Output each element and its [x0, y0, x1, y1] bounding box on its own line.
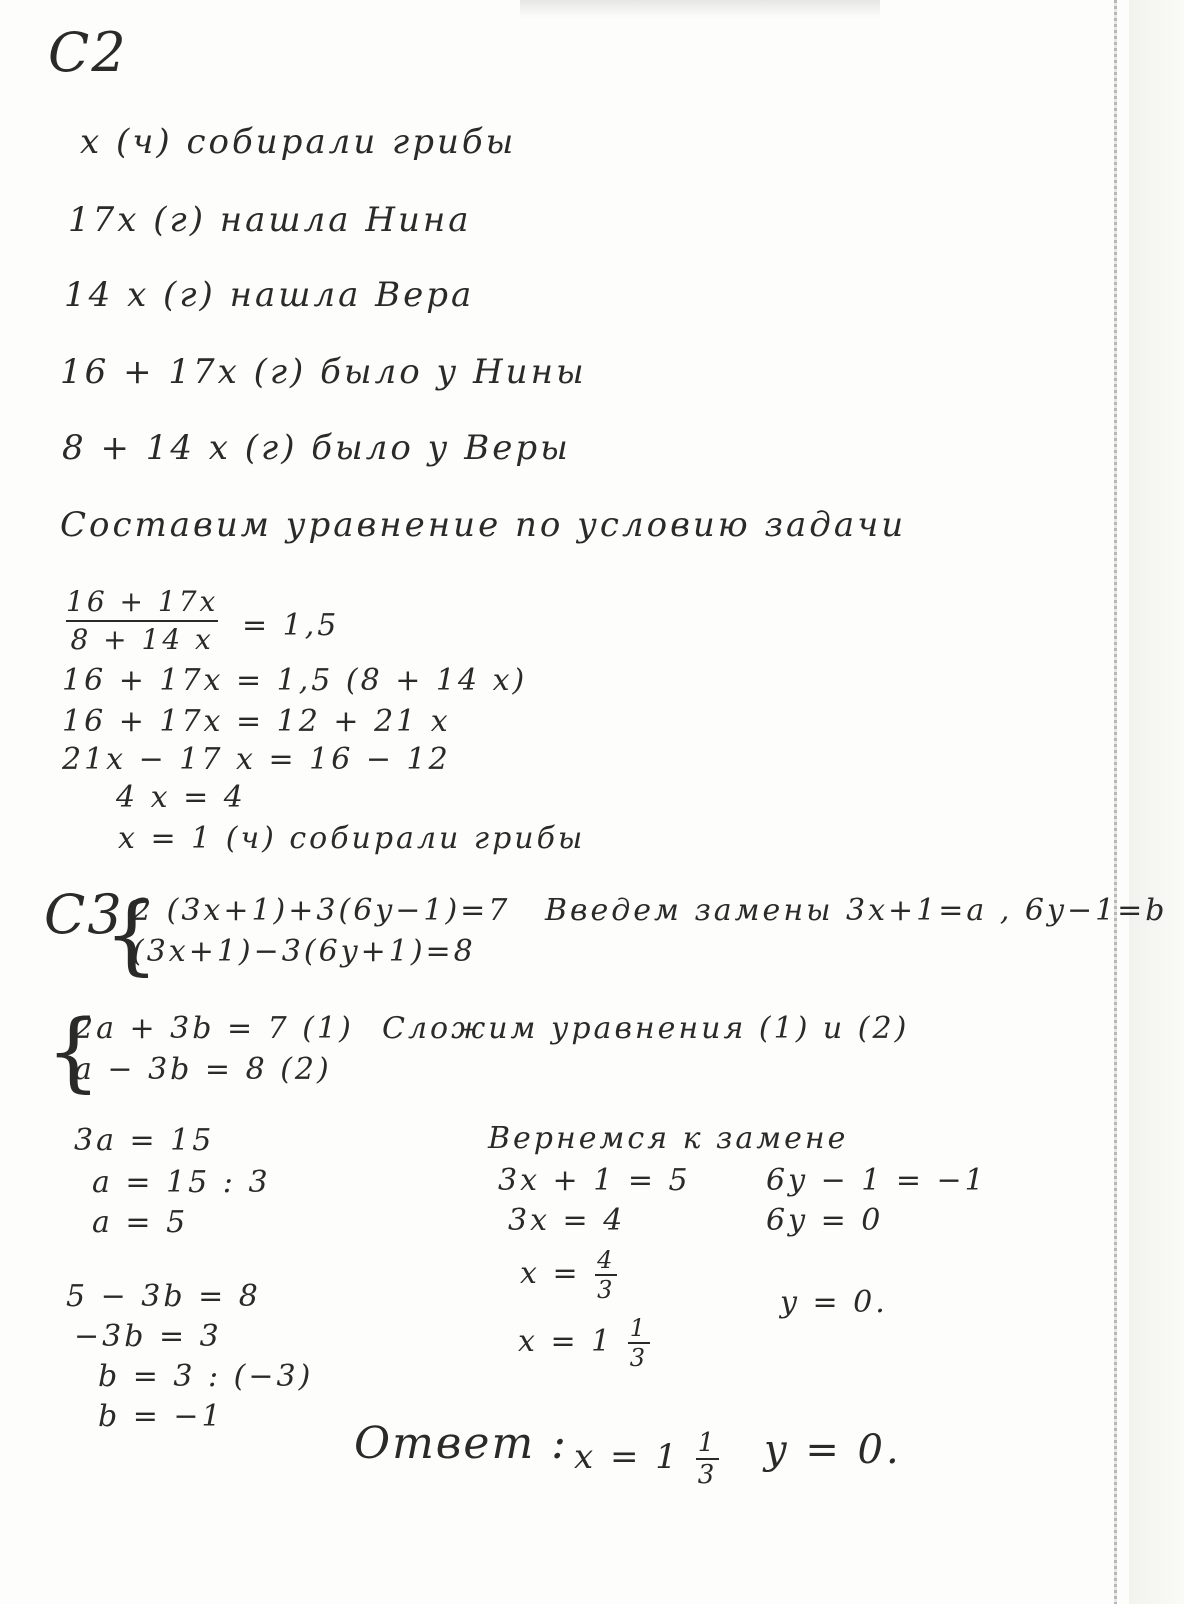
answer-label: Ответ :	[354, 1418, 568, 1469]
c3-system-eq-1: 2 (3x+1)+3(6y−1)=7	[132, 893, 511, 928]
c3-substitution: Введем замены 3x+1=a , 6y−1=b	[545, 893, 1168, 928]
answer-x-num: 1	[697, 1428, 718, 1458]
system-ab-brace: {	[46, 1002, 101, 1102]
answer-x-den: 3	[697, 1460, 718, 1490]
solve-b-3: b = 3 : (−3)	[98, 1359, 314, 1394]
y-step-2: 6y = 0	[766, 1203, 884, 1238]
c3-heading: C3	[44, 883, 124, 946]
x-step-1: 3x + 1 = 5	[498, 1163, 691, 1198]
c3-add-note: Сложим уравнения (1) и (2)	[382, 1011, 910, 1046]
solve-a-2: a = 15 : 3	[92, 1165, 271, 1200]
x-fraction-den: 3	[597, 1276, 616, 1304]
c2-line-1: x (ч) собирали грибы	[80, 122, 517, 162]
c3-system-ab-2: a − 3b = 8 (2)	[74, 1052, 332, 1087]
solve-a-1: 3a = 15	[74, 1123, 215, 1158]
return-title: Вернемся к замене	[488, 1121, 849, 1156]
answer-x-lhs: x = 1	[574, 1437, 680, 1477]
x-mixed-den: 3	[629, 1344, 649, 1372]
c3-system-eq-2: (3x+1)−3(6y+1)=8	[132, 934, 476, 969]
c2-step-1: 16 + 17x = 1,5 (8 + 14 x)	[62, 663, 528, 698]
system-brace: {	[104, 885, 159, 985]
page-right-strip	[1129, 0, 1184, 1604]
answer-x-fraction	[696, 1430, 720, 1488]
c2-step-2: 16 + 17x = 12 + 21 x	[62, 704, 451, 739]
c2-heading: C2	[48, 21, 128, 84]
fraction-rhs: = 1,5	[242, 608, 340, 643]
x-mixed-fraction	[628, 1316, 650, 1370]
c2-step-5: x = 1 (ч) собирали грибы	[118, 821, 586, 856]
fraction-numerator: 16 + 17x	[66, 585, 219, 618]
c2-line-5: 8 + 14 x (г) было у Веры	[62, 428, 571, 468]
x-mixed-lhs: x = 1	[518, 1324, 614, 1359]
c2-line-3: 14 x (г) нашла Вера	[64, 275, 475, 315]
fraction-denominator: 8 + 14 x	[66, 620, 217, 654]
solve-b-1: 5 − 3b = 8	[66, 1279, 261, 1314]
x-mixed-num: 1	[629, 1314, 649, 1342]
x-fraction-line	[520, 1248, 617, 1302]
y-step-3: y = 0.	[780, 1285, 888, 1320]
x-mixed-line	[518, 1316, 650, 1370]
answer-x	[574, 1430, 719, 1488]
c2-step-3: 21x − 17 x = 16 − 12	[62, 742, 451, 777]
x-step-2: 3x = 4	[508, 1203, 626, 1238]
c3-system-ab-1: 2a + 3b = 7 (1)	[74, 1011, 354, 1046]
scan-shadow	[520, 0, 880, 18]
c2-fraction	[62, 585, 222, 656]
x-fraction	[595, 1248, 617, 1302]
c2-line-4: 16 + 17x (г) было у Нины	[60, 352, 587, 392]
x-fraction-num: 4	[597, 1246, 616, 1274]
x-fraction-lhs: x =	[520, 1256, 581, 1291]
solve-b-4: b = −1	[98, 1399, 224, 1434]
c2-line-6: Составим уравнение по условию задачи	[60, 505, 907, 545]
page-margin-edge	[1114, 0, 1117, 1604]
solve-a-3: a = 5	[92, 1205, 189, 1240]
c2-step-4: 4 x = 4	[116, 780, 246, 815]
y-step-1: 6y − 1 = −1	[766, 1163, 987, 1198]
c2-line-2: 17x (г) нашла Нина	[68, 200, 472, 240]
answer-y: y = 0.	[764, 1427, 902, 1473]
solve-b-2: −3b = 3	[74, 1319, 222, 1354]
